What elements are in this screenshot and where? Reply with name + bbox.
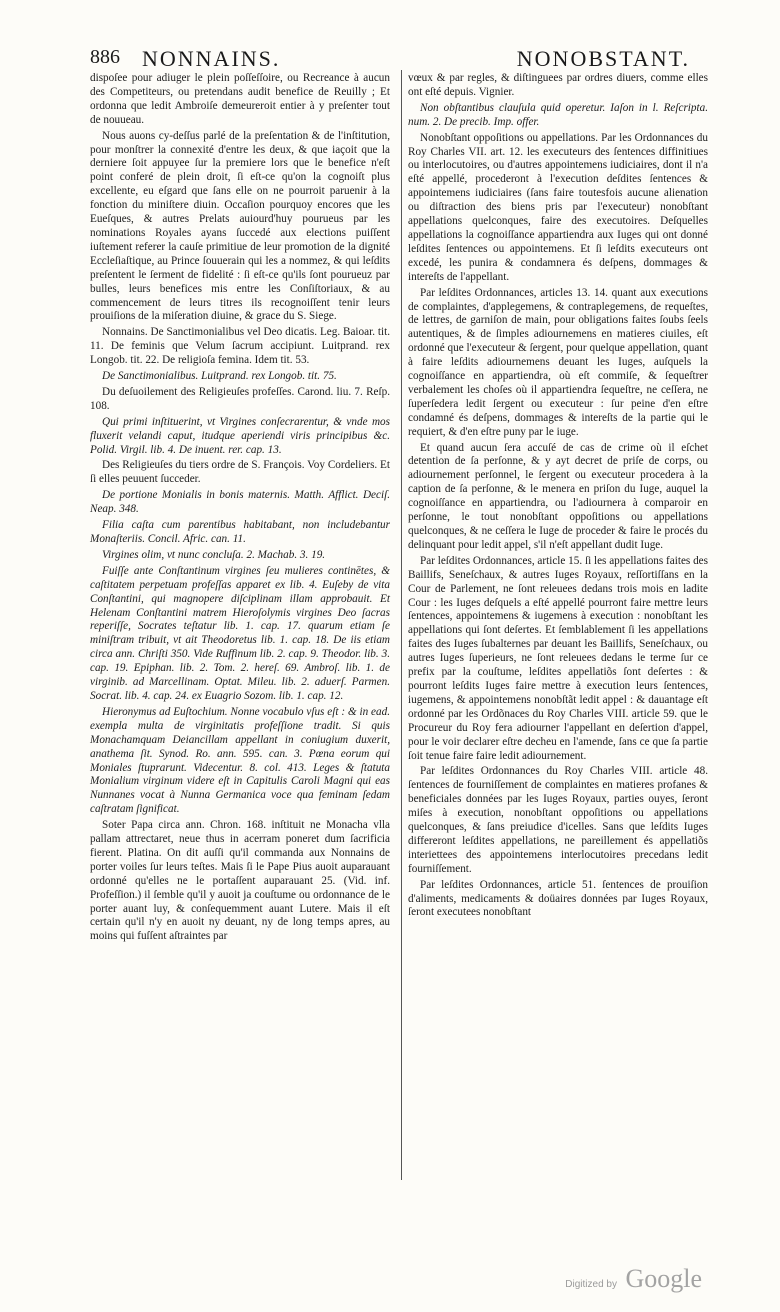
paragraph: Par leſdites Ordonnances, article 15. ſi les appellations faites des Baillifs, Seneſchaux, & autres Iuges Royaux, reſſortiſſans en la Cour de Parlement, ne ſont releuees dedans trois mois en ladite Cour : les Iuges deſquels a eſté appellé pourront faire mettre leurs ſentences, appointemens & iugemens à execution : nonobſtant les appellations qui ſont deſertes. Et ſemblablement ſi les appellations faites des Iuges ſubalternes par deuant les Baillifs, Seneſchaux, ou autres Iuges ſuperieurs, ne ſont releuees dedans le terme ſur ce prefix par la couſtume, leſdites appellatiõs ſont deſertes : & pourront leſdits Iuges faire mettre à execution leurs ſentences, iugemens, & appointemens nonobſtãt ledit appel : & dauantage eſt ordonné par les Ordõnaces du Roy Charles VIII. article 59. que le Procureur du Roy fera adiourner l'appellant en deſertion d'appel, pour le voir declarer eſtre decheu en l'amende, ſans ce que ſa partie ſoit tenue faire faire ledit adiournement. (408, 554, 708, 762)
paragraph: De portione Monialis in bonis maternis. Matth. Afflict. Deciſ. Neap. 348. (90, 489, 390, 516)
right-column (408, 72, 708, 922)
paragraph: Nous auons cy-deſſus parlé de la preſentation & de l'inſtitution, pour monſtrer la connexité d'entre les deux, & que iaçoit que la derniere ſoit appuyee ſur la premiere lors que le benefice n'eſt point conferé de plein droit, ſi eſt-ce qu'on la cognoiſt plus excellente, eu eſgard que ſans elle on ne pourroit paruenir à la fonction du miniſtere diuin. Occaſion pourquoy encores que les Eueſques, & autres Prelats auiourd'huy pourueus par les nominations Royales ayans ſuccedé aux elections puiſſent iuſtement referer la cauſe primitiue de leur promotion de la dignité Eccleſiaſtique, au Prince ſouuerain qui les a nommez, & qui leſdits preſentent le ſerment de fidelité : ſi eſt-ce qu'ils ſont pourueuz par bulles, leurs benefices mis entre les Conſiſtoriaux, & au commencement de leurs titres ils recognoiſſent tenir leurs prouiſions de la miſeration diuine, & grace du S. Siege. (90, 129, 390, 323)
paragraph: Par leſdites Ordonnances, articles 13. 14. quant aux executions de complaintes, d'applegemens, & contraplegemens, de requeſtes, de lettres, de garniſon de main, pour obligations faites ſoubs ſeels autentiques, & de ſimples adiournemens en matieres ciuiles, eſt ordonné que l'executeur & ſergent, pour quelque appellation, quant à faire leſdits adiournemens deuant les Iuges, auſquels la cognoiſſance en appartiendra, où eſt commiſe, & ſequeſtrer verbalement les choſes où il appartiendra ſequeſtre, ne ceſſera, ne ſuperſedera ledit ſergent ou executeur : ſur peine d'en eſtre condamné és deſpens, dommages & intereſts de la partie qui le requiert, & d'en eſtre puny par le iuge. (408, 286, 708, 438)
paragraph: vœux & par regles, & diſtinguees par ordres diuers, comme elles ont eſté depuis. Vignier. (408, 72, 708, 98)
paragraph: Nonnains. De Sanctimonialibus vel Deo dicatis. Leg. Baioar. tit. 11. De feminis que Velum ſacrum accipiunt. Luitprand. rex Longob. tit. 22. De religioſa femina. Idem tit. 53. (90, 326, 390, 367)
paragraph: Non obſtantibus clauſula quid operetur. Iaſon in l. Reſcripta. num. 2. De precib. Imp. offer. (408, 101, 708, 128)
paragraph: dispoſee pour adiuger le plein poſſeſſoire, ou Recreance à aucun des Competiteurs, ou pretendans audit benefice de Reuilly ; Et ordonna que ledit Ambroiſe demeureroit entier à y preſenter tout de nouueau. (90, 72, 390, 126)
left-column (90, 72, 390, 946)
paragraph: Par leſdites Ordonnances, article 51. ſentences de prouiſion d'aliments, medicaments & doüaires données par Iuges Royaux, ſeront executees nonobſtant (408, 878, 708, 919)
running-header (90, 46, 690, 70)
paragraph: Soter Papa circa ann. Chron. 168. inſtituit ne Monacha vlla pallam attrectaret, neue thus in acerram poneret dum ſacrificia fierent. Platina. On dit auſſi qu'il commanda aux Nonnains de porter voiles ſur leurs teſtes. Mais ſi le Pape Pius auoit auparauant ordonné qu'elles ne le portaſſent auparauant 25. (Vid. inf. Profeſſion.) il ſemble qu'il y auoit ja couſtume ou ordonnance de le porter auant luy, & conſequemment auant Lutere. Mais il eſt certain qu'il n'y en auoit ny deuant, ny de long temps apres, au moins qui fuſſent aſtraintes par (90, 819, 390, 943)
paragraph: Par leſdites Ordonnances du Roy Charles VIII. article 48. ſentences de fourniſſement de complaintes en matieres profanes & beneficiales données par les Iuges Royaux, parties ouyes, ſeront miſes à execution, nonobſtant oppoſitions ou appellations quelconques, & ſans preiudice d'icelles. Sans que leſdits Iuges differeront leſdites appellations, ne pareillement és appellatiõs interiettees des appointemens interlocutoires precedans ledit fourniſſement. (408, 765, 708, 875)
google-logo: Google (625, 1264, 702, 1293)
paragraph: Qui primi inſtituerint, vt Virgines conſecrarentur, & vnde mos fluxerit velandi caput, itudque aperiendi viris principibus &c. Polid. Virgil. lib. 4. De inuent. rer. cap. 13. (90, 415, 390, 456)
paragraph: Filia caſta cum parentibus habitabant, non includebantur Monaſteriis. Concil. Afric. can. 11. (90, 519, 390, 545)
paragraph: Hieronymus ad Euſtochium. Nonne vocabulo vſus eſt : & in ead. exempla multa de virginitatis profeſſione tradit. Si quis Monachamquam Deiancillam appellant in coniugium duxerit, anathema ſit. Synod. Ro. ann. 595. can. 3. Pœna eorum qui Moniales ſtuprarunt. Videcentur. 8. col. 413. Leges & ſtatuta Monialium virginum videre eſt in Capitulis Caroli Magni qui eas Nunnanes vocat à Nunna Germanica voce qua feminam ſedam caſtratam ſignificat. (90, 705, 390, 816)
paragraph: Virgines olim, vt nunc concluſa. 2. Machab. 3. 19. (102, 548, 326, 561)
paragraph: Fuiſſe ante Conſtantinum virgines ſeu mulieres continētes, & caſtitatem perpetuam profeſſas apparet ex lib. 4. Euſeby de vita Conſtantini, qui magnopere diſciplinam illam approbauit. Et Helenam Conſtantini matrem Hieroſolymis virgines Deo ſacras reperiſſe, Socrates teſtatur lib. 1. cap. 17. quarum etiam ſe miniſtram tribuit, vt ait Theodoretus lib. 1. cap. 18. De iis etiam circa ann. Chriſti 350. Vide Ruffinum lib. 2. cap. 9. Theodor. lib. 3. cap. 19. Epiphan. lib. 2. Tom. 2. hereſ. 69. Ambroſ. lib. 1. de virginib. ad Marcellinam. Optat. Mileu. lib. 2. aduerſ. Parmen. Socrat. lib. 4. cap. 24. ex Euagrio Sozom. lib. 1. cap. 12. (90, 564, 390, 702)
paragraph: Du deſuoilement des Religieuſes profeſſes. Carond. liu. 7. Reſp. 108. (90, 385, 390, 412)
paragraph: De Sanctimonialibus. Luitprand. rex Longob. tit. 75. (102, 370, 337, 383)
digitized-label: Digitized by (565, 1279, 617, 1290)
left-running-title: NONNAINS. (142, 46, 281, 71)
paragraph: Nonobſtant oppoſitions ou appellations. Par les Ordonnances du Roy Charles VII. art. 12. les executeurs des ſentences diffinitiues ou interlocutoires, ou d'autres appointemens iudiciaires, dont il n'a eſté appellé, procederont à l'execution deſdites ſentences & appointemens iudiciaires (ſans faire toutesfois aucune alienation ou diſtraction des biens pris par l'executeur) nonobſtant appellations quelconques, faire des executoires. Deſquelles appellations la cognoiſſance appartiendra aux Iuges qui ont donné leſdites ſentences ou appointemens. Et ſi leſdits executeurs ont excedé, les punira & condamnera és deſpens, dommages & intereſts de l'appellant. (408, 131, 708, 283)
page-number: 886 (90, 46, 120, 68)
column-divider (401, 70, 402, 1180)
paragraph: Des Religieuſes du tiers ordre de S. François. Voy Cordeliers. Et ſi elles peuuent ſucceder. (90, 459, 390, 486)
right-running-title: NONOBSTANT. (516, 46, 690, 71)
digitization-watermark (565, 1264, 702, 1294)
paragraph: Et quand aucun ſera accuſé de cas de crime où il eſchet detention de ſa perſonne, & y ayt decret de priſe de corps, ou adiournement perſonnel, le ſergent ou executeur procedera à la caption de ſa perſonne, & le menera en priſon du Iuge, auquel la cognoiſſance en appartiendra, ou l'adiournera à comparoir en perſonne, le tout nonobſtant oppoſitions ou appellations quelconques, & ne ceſſera le Iuge de proceder & faire le procés du delinquant pour ledit appel, s'il n'eſt appellant dudit Iuge. (408, 441, 708, 551)
